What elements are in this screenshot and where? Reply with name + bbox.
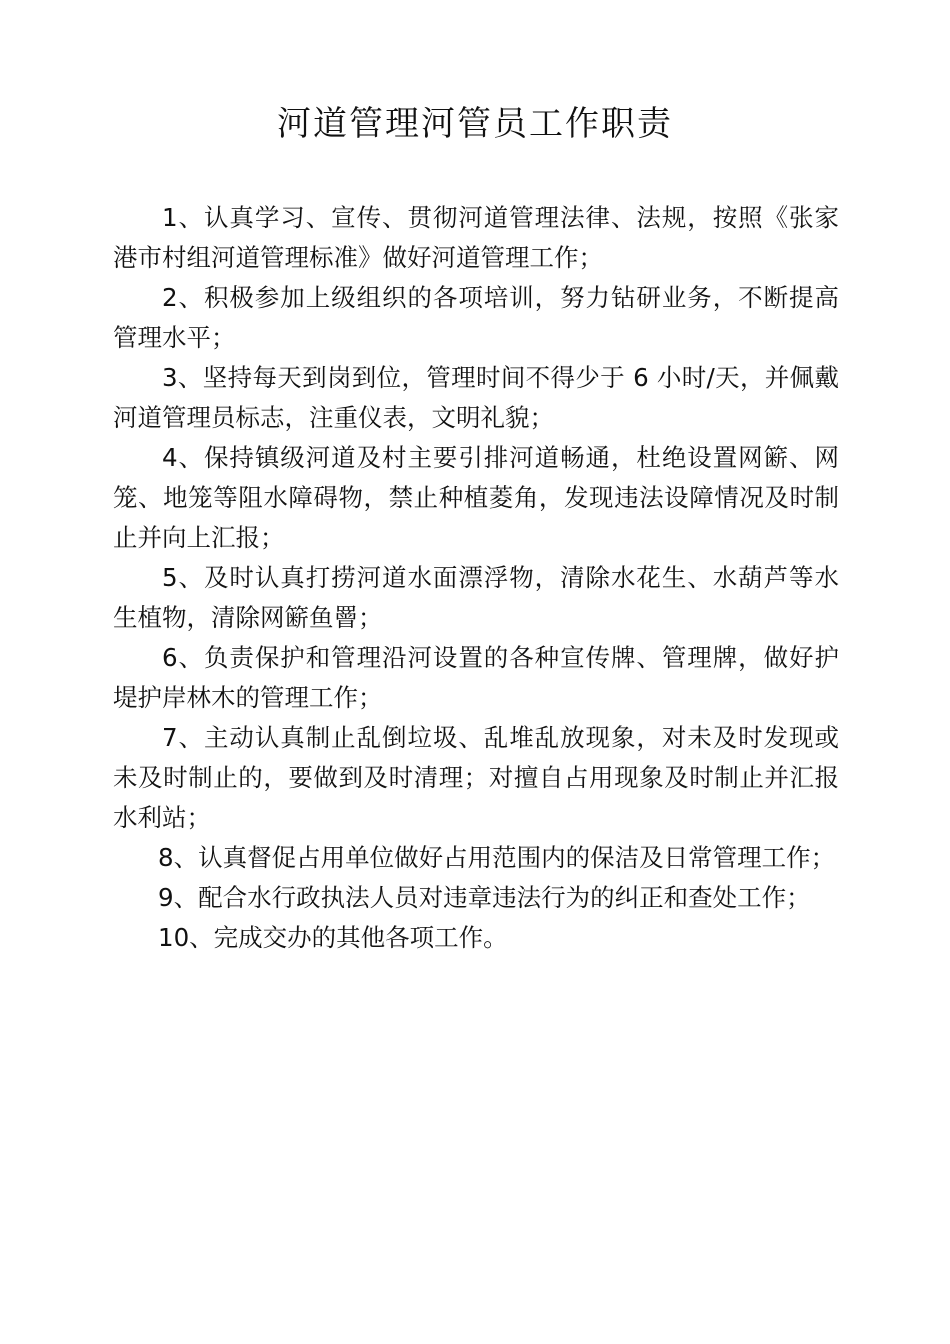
- duty-item-10: 10、完成交办的其他各项工作。: [158, 923, 508, 952]
- duty-item-2: 2、积极参加上级组织的各项培训，努力钻研业务，不断提高管理水平；: [113, 283, 839, 352]
- duty-item-9: 9、配合水行政执法人员对违章违法行为的纠正和查处工作；: [158, 883, 811, 912]
- duty-item-5: 5、及时认真打捞河道水面漂浮物，清除水花生、水葫芦等水生植物，清除网簖鱼罾；: [113, 563, 839, 632]
- page-title: 河道管理河管员工作职责: [277, 104, 673, 144]
- duty-item-7: 7、主动认真制止乱倒垃圾、乱堆乱放现象，对未及时发现或未及时制止的，要做到及时清理；对擅自占用现象及时制止并汇报水利站；: [113, 723, 839, 832]
- duty-item-4: 4、保持镇级河道及村主要引排河道畅通，杜绝设置网簖、网笼、地笼等阻水障碍物，禁止种植菱角，发现违法设障情况及时制止并向上汇报；: [113, 443, 839, 552]
- duty-item-3: 3、坚持每天到岗到位，管理时间不得少于 6 小时/天，并佩戴河道管理员标志，注重仪表，文明礼貌；: [113, 363, 839, 432]
- document-body: [113, 198, 839, 958]
- duty-item-6: 6、负责保护和管理沿河设置的各种宣传牌、管理牌，做好护堤护岸林木的管理工作；: [113, 643, 839, 712]
- duty-item-1: 1、认真学习、宣传、贯彻河道管理法律、法规，按照《张家港市村组河道管理标准》做好河道管理工作；: [113, 203, 839, 272]
- duty-item-8: 8、认真督促占用单位做好占用范围内的保洁及日常管理工作；: [158, 843, 836, 872]
